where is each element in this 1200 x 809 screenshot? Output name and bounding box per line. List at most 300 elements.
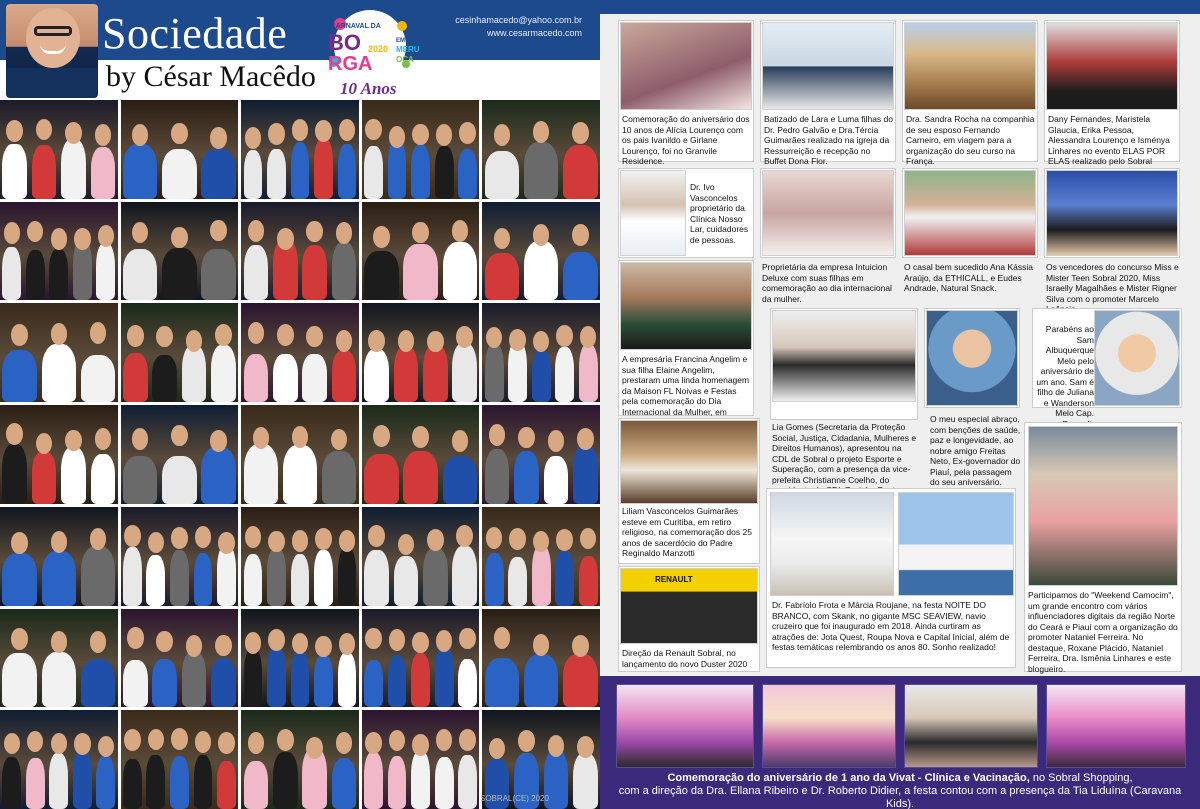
person-figure [182,651,207,708]
person-head [456,326,472,348]
person-figure [96,756,115,809]
contact-email[interactable]: cesinhamacedo@yahoo.com.br [455,15,582,25]
person-figure [244,245,269,300]
person-figure [26,250,45,301]
person-head [412,734,428,756]
photo-lia-gomes [772,310,916,402]
caption-dr-ivo: Dr. Ivo Vasconcelos proprietário da Clínica Nosso Lar, cuidadores de pessoas. [690,182,749,245]
person-head [436,729,452,751]
person-figure [32,451,57,503]
person-head [572,122,588,144]
person-head [548,735,564,757]
party-photo [121,405,239,504]
person-figure [2,553,36,605]
person-figure [211,658,236,708]
person-figure [314,138,333,199]
person-head [292,530,308,552]
banner-caption-line2: com a direção da Dra. Ellana Ribeiro e Dr. Roberto Didier, a festa contou com a presença da Tia Liduína (Caravana Kids). [618,785,1182,809]
person-head [365,628,381,650]
person-figure [364,660,383,708]
person-head [580,528,596,550]
person-figure [123,759,142,809]
person-figure [201,149,235,199]
person-head [315,528,331,550]
person-head [11,324,27,346]
person-head [292,426,308,448]
person-figure [81,355,115,402]
person-figure [91,147,116,198]
photo-liliam [620,420,758,504]
person-head [51,228,67,250]
person-figure [394,556,419,605]
renault-sign: RENAULT [655,575,693,584]
person-head [373,425,389,447]
party-photo [362,100,480,199]
photo-noite-do-branco [770,492,894,596]
person-figure [194,553,213,605]
vivat-banner [600,676,1200,809]
person-head [6,423,22,445]
photo-weekend-camocim [1028,426,1178,586]
person-head [336,732,352,754]
person-figure [573,445,598,504]
person-figure [411,145,430,199]
person-figure [364,752,383,809]
person-figure [485,253,519,301]
person-figure [579,344,598,402]
person-figure [267,149,286,199]
photo-angelim [620,262,752,350]
person-figure [338,652,357,708]
person-head [218,532,234,554]
person-figure [403,244,437,301]
logo-line3: RGA [328,53,373,75]
person-figure [394,346,419,403]
person-head [65,430,81,452]
person-figure [338,144,357,199]
person-head [339,633,355,655]
person-head [248,732,264,754]
person-head [171,123,187,145]
photo-intuicion-deluxe [762,170,894,256]
party-photo [362,303,480,402]
person-head [533,634,549,656]
logo-side2: MERU [396,45,420,54]
person-head [171,728,187,750]
person-figure [2,653,36,708]
logo-side3: OCA [396,55,414,64]
person-head [6,120,22,142]
caption-miss-teen: Os vencedores do concurso Miss e Mister Teen Sobral 2020, Miss Israelly Magalhães e Mister Rigner Silva com o promoter Marcelo [1046,262,1179,304]
column-byline: by César Macêdo [106,60,316,93]
person-head [556,325,572,347]
person-head [572,224,588,246]
person-head [148,532,164,554]
person-head [556,529,572,551]
person-head [436,124,452,146]
caption-baptism: Batizado de Lara e Luma filhas do Dr. Pedro Galvão e Dra.Tércia Guimarães realizado na igreja da Ressurreição e recepção no Buffet Dona Flor. [764,114,894,166]
person-figure [49,249,68,300]
person-head [11,628,27,650]
person-head [245,632,261,654]
party-photo [0,100,118,199]
person-figure [458,659,477,708]
person-figure [26,758,45,809]
photo-france-trip [904,22,1036,110]
caption-noite-do-branco: Dr. Fabríolo Frota e Márcia Roujane, na festa NOITE DO BRANCO, com Skank, no gigante MSC SEAVIEW, navio cruzeiro que foi inaugurado em 2018. Ainda curtiram as atrações de: Jota Quest, Roupa Nova e Capital Inicial, além de festas temáticas relembrando os anos 80. Sonho realizado! [772,600,1010,652]
person-head [365,732,381,754]
person-figure [423,345,448,402]
person-head [518,730,534,752]
caption-freitas-neto: O meu especial abraço, com benções de saúde, paz e longevidade, ao nobre amigo Freitas Neto, Ex-governador do Piauí, pela passagem do seu aniversário. [930,414,1021,487]
caption-angelim: A empresária Francina Angelim e sua filha Elaine Angelim, prestaram uma linda homenagem da Maison FL Noivas e Festas pela comemoração do Dia Internacional da Mulher, em [622,354,750,417]
party-photo [482,202,600,301]
caption-elas-por-elas: Dany Fernandes, Maristela Glaucia, Erika Pessoa, Alessandra Lourenço e Isménya Linhares no evento ELAS POR ELAS realizado pelo Sobral [1048,114,1170,166]
person-figure [364,454,398,504]
person-head [74,228,90,250]
person-figure [96,243,115,301]
person-head [98,225,114,247]
photo-freitas-neto [926,310,1018,406]
person-figure [152,355,177,403]
person-figure [73,750,92,809]
person-figure [123,144,157,198]
person-figure [452,343,477,403]
person-head [398,534,414,556]
person-figure [283,445,317,504]
person-head [277,228,293,250]
person-head [580,326,596,348]
person-head [156,631,172,653]
person-figure [514,451,539,504]
person-figure [291,651,310,707]
party-photo [121,303,239,402]
person-figure [332,758,357,809]
person-head [427,331,443,353]
person-figure [42,344,76,402]
person-head [65,122,81,144]
party-photo [482,100,600,199]
person-figure [524,142,558,198]
person-head [253,427,269,449]
person-head [509,329,525,351]
photo-baptism [762,22,894,110]
caption-renault: Direção da Renault Sobral, no lançamento do novo Duster 2020 [622,648,748,669]
column-header [0,0,600,100]
person-figure [2,144,27,199]
person-head [306,221,322,243]
person-head [315,636,331,658]
person-head [315,120,331,142]
banner-caption-bold: Comemoração do aniversário de 1 ano da Vivat - Clínica e Vacinação, [667,772,1030,784]
caption-liliam: Liliam Vasconcelos Guimarães esteve em Curitiba, em retiro religioso, na comemoração dos 25 anos de sacerdócio do Padre Reginaldo Manzotti [622,506,752,558]
person-head [127,325,143,347]
person-figure [244,554,263,605]
person-figure [579,556,598,606]
person-figure [42,551,76,605]
person-figure [81,546,115,606]
party-photo [0,202,118,301]
person-head [368,330,384,352]
person-head [306,737,322,759]
person-figure [244,648,263,707]
person-figure [302,354,327,402]
caption-ana-kassia: O casal bem sucedido Ana Kássia Araújo, da ETHICALL, e Eudes Andrade, Natural Snack. [904,262,1033,293]
person-figure [291,554,310,606]
person-head [494,627,510,649]
person-head [195,731,211,753]
person-figure [123,353,148,402]
caption-alicia-birthday: Comemoração do aniversário dos 10 anos de Alícia Lourenço com os pais Ivanildo e Girlane Lourenço, foi no Granvile Residence. [622,114,750,166]
columnist-photo [6,4,98,98]
person-figure [322,451,356,504]
person-figure [573,753,598,809]
person-head [132,124,148,146]
person-figure [314,550,333,605]
person-figure [123,660,148,707]
party-photo [241,609,359,708]
person-head [427,529,443,551]
person-head [4,733,20,755]
person-figure [544,456,569,504]
person-head [459,122,475,144]
person-head [132,428,148,450]
person-head [277,729,293,751]
person-head [210,430,226,452]
logo-years: 10 Anos [340,79,397,98]
person-head [124,525,140,547]
person-head [98,736,114,758]
photo-sam [1094,310,1180,406]
person-head [215,635,231,657]
person-figure [194,755,213,809]
person-head [577,428,593,450]
person-figure [123,249,157,301]
party-photo [121,202,239,301]
party-photo [241,405,359,504]
person-head [336,222,352,244]
person-head [533,331,549,353]
carnaval-logo [310,6,440,98]
person-figure [291,142,310,199]
person-head [268,629,284,651]
person-head [486,327,502,349]
photo-msc-seaview [898,492,1014,596]
person-figure [524,654,558,707]
person-head [518,427,534,449]
person-figure [435,757,454,809]
person-head [489,738,505,760]
caption-weekend-camocim: Participamos do "Weekend Camocim", um grande encontro com vários influenciadores digitais da região Norte do Ceará e Piauí com a organização do promoter Nataniel Ferreira. No destaque, Roxane Plácido, Nataniel Ferreira, Dra. Ismênia Linhares e este blogueiro. [1028,590,1178,674]
person-figure [338,547,357,606]
party-photo [482,405,600,504]
person-head [572,635,588,657]
person-figure [411,751,430,809]
person-figure [146,555,165,605]
columnist-head [26,8,80,68]
person-head [27,221,43,243]
party-photo [0,303,118,402]
person-head [74,733,90,755]
person-figure [485,344,504,402]
person-head [95,428,111,450]
person-head [494,124,510,146]
caption-france-trip: Dra. Sandra Rocha na companhia de seu esposo Fernando Carneiro, em viagem para a organização do seu curso na França. [906,114,1035,166]
photo-renault [620,568,758,644]
photo-alicia-birthday [620,22,752,110]
person-figure [244,150,263,199]
party-photo [0,609,118,708]
banner-caption-rest: no Sobral Shopping, [1029,772,1133,784]
person-figure [332,242,357,300]
party-photo [241,710,359,809]
person-head [210,127,226,149]
party-photo [241,303,359,402]
person-head [218,732,234,754]
person-head [489,424,505,446]
right-header-band [600,0,1200,14]
person-figure [61,139,86,199]
person-figure [244,354,269,402]
person-figure [458,149,477,198]
photo-elas-por-elas [1046,22,1178,110]
person-head [148,729,164,751]
party-photo [0,507,118,606]
person-figure [32,145,57,199]
party-photo [362,710,480,809]
person-head [292,119,308,141]
person-figure [244,444,278,504]
banner-photo-4 [1046,684,1186,768]
party-photo [241,507,359,606]
person-figure [49,753,68,809]
person-head [412,632,428,654]
person-figure [403,451,437,504]
party-photo [362,405,480,504]
party-photo [482,507,600,606]
person-head [132,222,148,244]
person-head [412,124,428,146]
person-head [248,220,264,242]
contact-website[interactable]: www.cesarmacedo.com [486,28,582,38]
column-title: Sociedade [102,9,288,58]
person-figure [563,654,597,708]
logo-line1: X CARNAVAL DA [324,23,381,30]
person-head [331,429,347,451]
person-figure [563,252,597,300]
person-head [127,627,143,649]
person-figure [2,350,36,402]
person-head [459,729,475,751]
contact-info [455,14,582,40]
person-head [156,326,172,348]
right-page [600,0,1200,809]
party-photo [241,202,359,301]
person-head [4,222,20,244]
party-photo [362,609,480,708]
person-figure [332,350,357,403]
person-figure [273,752,298,809]
person-figure [244,761,269,809]
person-head [195,526,211,548]
person-figure [61,447,86,503]
person-head [277,324,293,346]
person-figure [508,557,527,605]
page-folio: SOBRAL(CE) 2020 [480,794,549,803]
party-photo [121,609,239,708]
person-figure [563,145,597,198]
person-head [210,220,226,242]
person-head [548,430,564,452]
person-figure [423,548,448,606]
person-head [336,330,352,352]
person-figure [532,349,551,402]
banner-photo-3 [904,684,1038,768]
person-head [171,227,187,249]
party-photo [0,405,118,504]
logo-confetti [397,21,407,31]
person-head [245,127,261,149]
party-photo [362,507,480,606]
carnival-photo-grid [0,100,600,809]
person-head [215,324,231,346]
person-figure [555,551,574,606]
person-figure [532,545,551,606]
person-head [306,326,322,348]
person-figure [2,444,27,504]
person-head [509,528,525,550]
person-figure [91,454,116,504]
party-photo [0,710,118,809]
person-head [245,526,261,548]
person-head [124,729,140,751]
person-head [51,323,67,345]
person-figure [170,756,189,809]
person-figure [201,447,235,503]
person-head [494,228,510,250]
person-figure [182,345,207,403]
photo-ana-kassia [904,170,1036,256]
person-figure [364,146,383,198]
person-head [248,322,264,344]
person-figure [485,151,519,199]
party-photo [362,202,480,301]
person-figure [443,456,477,504]
person-figure [364,251,398,301]
person-figure [435,146,454,199]
person-figure [170,550,189,606]
caption-sam: Parabéns ao Sam Albuquerque Melo pelo aniversário de um ano. Sam é filho de Juliana e Wanderson Melo Cap. [1036,324,1094,418]
caption-intuicion-deluxe: Proprietária da empresa Intuicion Deluxe com suas filhas em comemoração ao dia internacional da mulher. [762,262,892,304]
person-figure [123,456,157,504]
person-figure [2,757,21,809]
person-head [412,426,428,448]
person-figure [485,658,519,707]
person-head [577,736,593,758]
person-figure [217,761,236,809]
person-figure [302,245,327,301]
person-figure [81,659,115,708]
person-figure [123,547,142,605]
caption-lia-gomes: Lia Gomes (Secretaria da Proteção Social, Justiça, Cidadania, Mulheres e Direitos Humanos), apresentou na CDL de Sobral o projeto Esporte e Superação, com a presença da vice-prefeita Christianne Coelho, do [772,422,917,485]
person-figure [388,655,407,707]
person-head [486,527,502,549]
person-head [339,530,355,552]
person-head [412,222,428,244]
person-head [268,531,284,553]
photo-miss-teen [1046,170,1178,256]
person-head [51,733,67,755]
